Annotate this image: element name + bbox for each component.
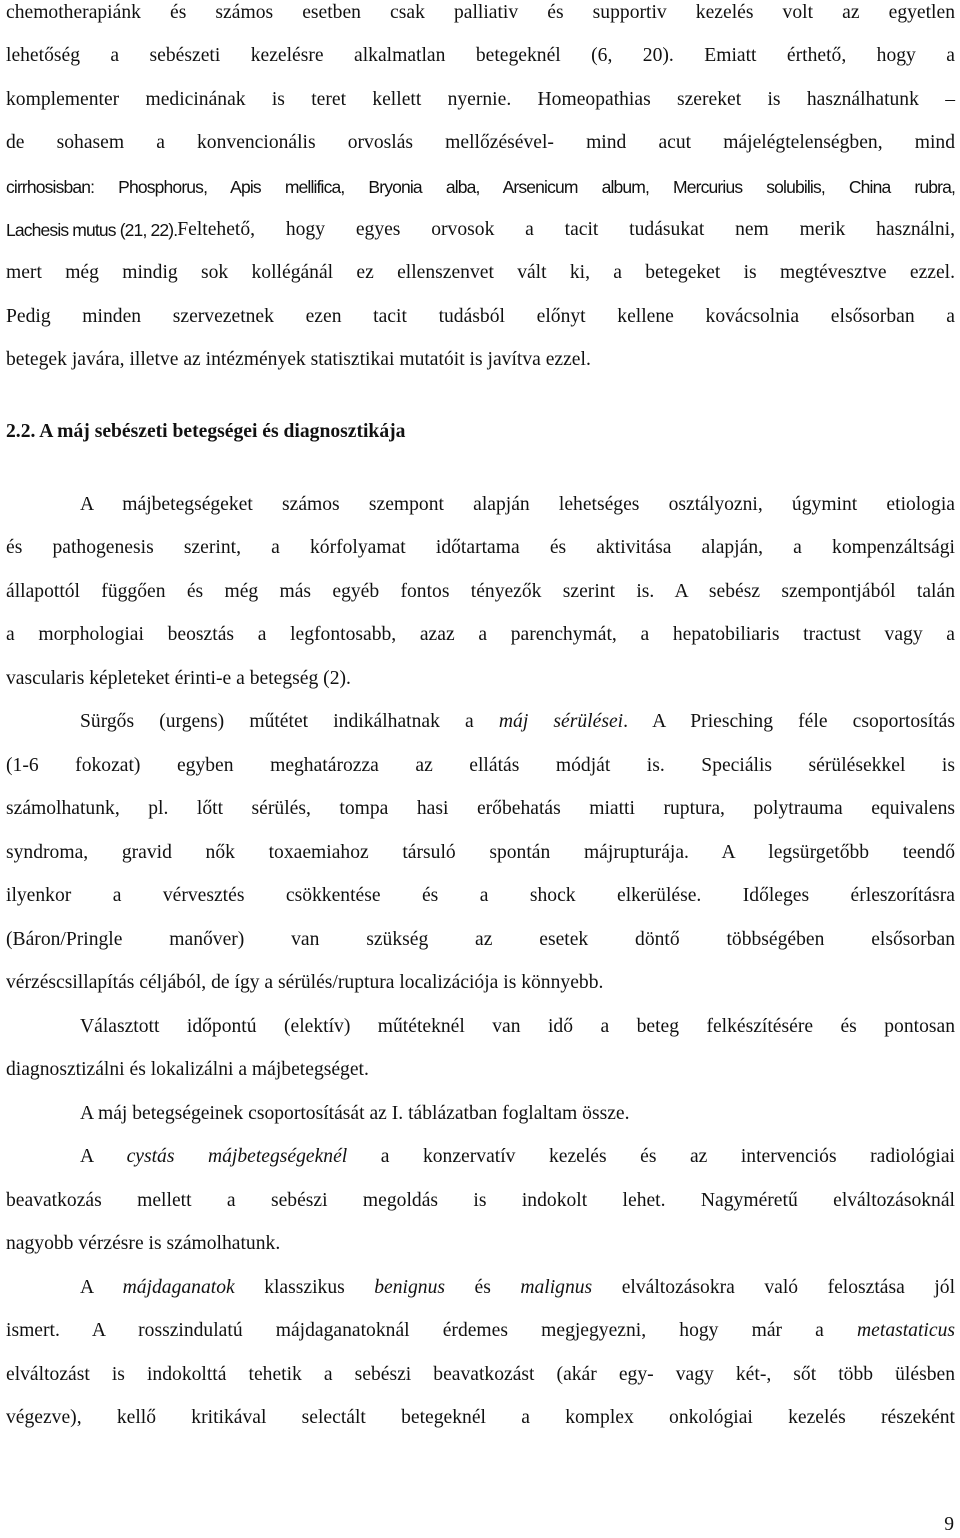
text-line: Választott időpontú (elektív) műtéteknél van idő a beteg felkészítésére és pontosan [80,1016,955,1037]
text-line: vascularis képleteket érinti-e a betegség (2). [6,668,351,689]
text-line [6,1318,955,1344]
italic-term: cystás májbetegségeknél [126,1146,348,1167]
text-line: mert még mindig sok kollégánál ez ellenszenvet vált ki, a betegeket is megtévesztve ezzel. [6,262,955,283]
page-number: 9 [944,1514,954,1535]
text-span: Sürgős (urgens) műtétet indikálhatnak a [80,711,499,732]
text-line: állapottól függően és még más egyéb fontos tényezők szerint is. A sebész szempontjából talán [6,581,955,602]
text-span: és [445,1277,521,1298]
text-line: cirrhosisban: Phosphorus, Apis mellifica, Bryonia alba, Arsenicum album, Mercurius solubilis, China rubra, [6,177,955,197]
text-line: Pedig minden szervezetnek ezen tacit tudásból előnyt kellene kovácsolnia elsősorban a [6,306,955,327]
text-line: nagyobb vérzésre is számolhatunk. [6,1233,281,1254]
text-span: Feltehető, hogy egyes orvosok a tacit tudásukat nem merik használni, [177,219,955,240]
text-line: de sohasem a konvencionális orvoslás mellőzésével- mind acut májelégtelenségben, mind [6,132,955,153]
text-span: elváltozásokra való felosztása jól [592,1277,956,1298]
text-line: végezve), kellő kritikával selectált betegeknél a komplex onkológiai kezelés részeként [6,1407,955,1428]
text-line: (Báron/Pringle manőver) van szükség az esetek döntő többségében elsősorban [6,929,955,950]
text-line [6,217,955,243]
text-line: diagnosztizálni és lokalizálni a májbetegséget. [6,1059,369,1080]
text-line: elváltozást is indokolttá tehetik a sebészi beavatkozást (akár egy- vagy két-, sőt több ülésben [6,1364,955,1385]
text-line: betegek javára, illetve az intézmények statisztikai mutatóit is javítva ezzel. [6,349,591,370]
text-span: . A Priesching féle csoportosítás [623,711,955,732]
text-span: ismert. A rosszindulatú májdaganatoknál érdemes megjegyezni, hogy már a [6,1320,858,1341]
text-span: A [80,1146,127,1167]
italic-term: májdaganatok [122,1277,235,1298]
text-line: syndroma, gravid nők toxaemiahoz társuló spontán májrupturája. A legsürgetőbb teendő [6,842,955,863]
text-span: A [80,1277,123,1298]
text-span: a konzervatív kezelés és az intervenciós radiológiai [347,1146,955,1167]
text-line: beavatkozás mellett a sebészi megoldás is indokolt lehet. Nagyméretű elváltozásoknál [6,1190,955,1211]
text-line: A májbetegségeket számos szempont alapján lehetséges osztályozni, úgymint etiologia [80,494,955,515]
italic-term: metastaticus [857,1320,955,1341]
section-heading: 2.2. A máj sebészeti betegségei és diagnosztikája [6,421,406,442]
text-line: ilyenkor a vérvesztés csökkentése és a shock elkerülése. Időleges érleszorításra [6,885,955,906]
text-line: lehetőség a sebészeti kezelésre alkalmatlan betegeknél (6, 20). Emiatt érthető, hogy a [6,45,955,66]
text-line [80,1144,955,1170]
text-line: számolhatunk, pl. lőtt sérülés, tompa hasi erőbehatás miatti ruptura, polytrauma equivalens [6,798,955,819]
text-line: A máj betegségeinek csoportosítását az I. táblázatban foglaltam össze. [80,1103,630,1124]
italic-term: benignus [374,1277,445,1298]
italic-term: máj sérülései [498,711,624,732]
text-span: klasszikus [234,1277,375,1298]
text-line [80,1275,955,1301]
italic-term: malignus [520,1277,593,1298]
text-line: vérzéscsillapítás céljából, de így a sérülés/ruptura localizációja is könnyebb. [6,972,604,993]
text-line: és pathogenesis szerint, a kórfolyamat időtartama és aktivitása alapján, a kompenzáltsági [6,537,955,558]
text-line: chemotherapiánk és számos esetben csak palliativ és supportiv kezelés volt az egyetlen [6,2,955,23]
text-span: Lachesis mutus (21, 22). [6,220,178,240]
text-line: (1-6 fokozat) egyben meghatározza az ellátás módját is. Speciális sérülésekkel is [6,755,955,776]
text-line [80,709,955,735]
text-line: komplementer medicinának is teret kellett nyernie. Homeopathias szereket is használhatunk – [6,89,955,110]
text-line: a morphologiai beosztás a legfontosabb, azaz a parenchymát, a hepatobiliaris tractust vagy a [6,624,955,645]
